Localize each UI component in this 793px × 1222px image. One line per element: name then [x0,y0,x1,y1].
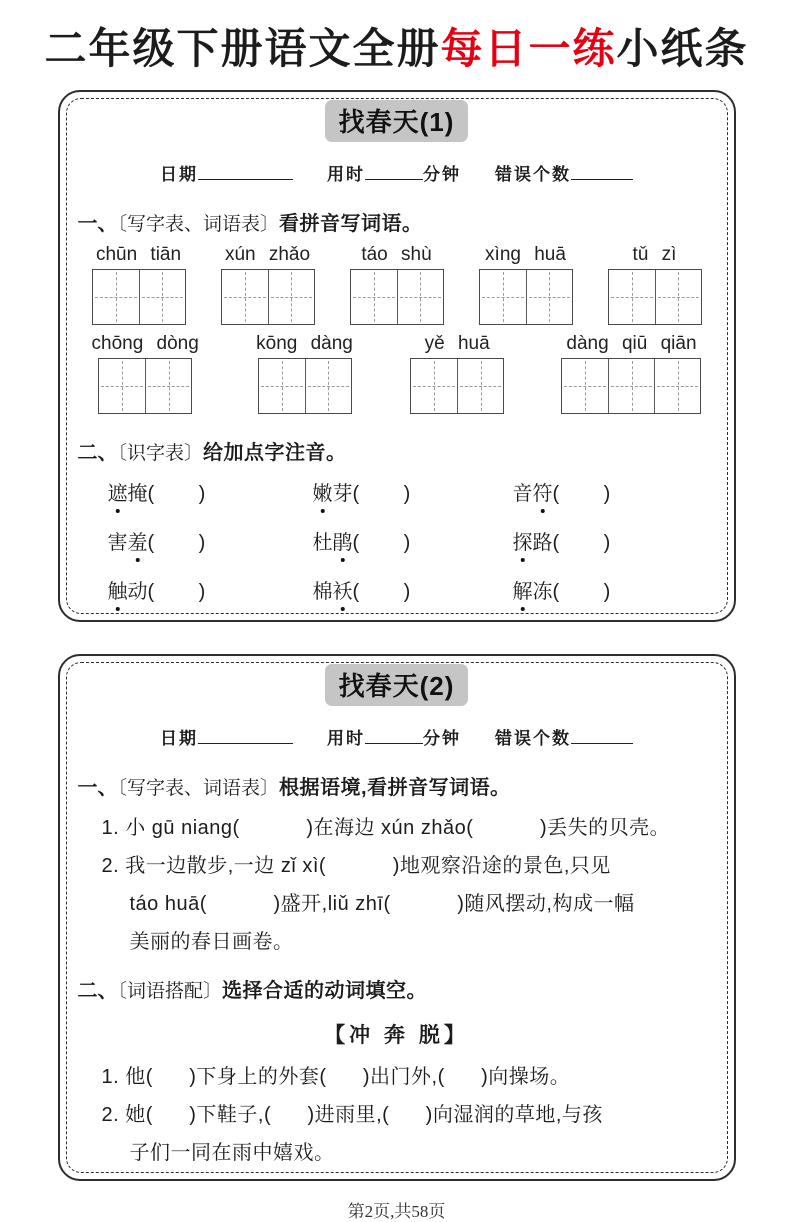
zhuyin-item [108,575,313,604]
pinyin-label: tǔ zì [632,244,677,265]
writing-cell [259,359,305,413]
date-label: 日期 [160,729,198,748]
minutes-label: 分钟 [423,165,461,184]
dotted-character: 羞 [128,526,148,555]
date-blank [198,175,293,180]
zhuyin-word [513,581,553,603]
pinyin-label: táo shù [361,244,432,265]
answer-blank: ( ) [552,532,611,554]
exercise-line: 子们一同在雨中嬉戏。 [129,1142,335,1164]
character: 害 [107,532,128,554]
time-label: 用时 [327,729,365,748]
answer-blank: ( ) [147,581,206,603]
time-blank [365,175,423,180]
zhuyin-word [313,483,353,505]
exercise-line: 2. 我一边散步,一边 zǐ xì( )地观察沿途的景色,只见 [101,855,611,877]
exercise-line: 1. 他( )下身上的外套( )出门外,( )向操场。 [101,1066,571,1088]
worksheet-card-1 [58,90,736,622]
writing-grid [92,269,186,325]
zhuyin-word [313,581,353,603]
character: 冻 [532,581,553,603]
lesson-badge: 找春天(1) [325,100,469,142]
minutes-label: 分钟 [423,729,461,748]
page-title-part1: 二年级下册语文全册 [44,24,441,73]
context-pinyin-exercise [78,818,716,952]
verb-fill-exercise [78,1067,716,1163]
section-2-heading [78,436,716,465]
errors-field [495,724,633,749]
lesson-badge: 找春天(2) [325,664,469,706]
pinyin-word-group [479,244,573,325]
writing-cell [222,270,268,324]
page-title-part3: 小纸条 [616,24,749,73]
section-tag: 〔写字表、词语表〕 [117,778,280,799]
meta-row [78,160,716,185]
writing-cell [608,359,654,413]
writing-grid [350,269,444,325]
dotted-character: 解 [513,575,533,604]
answer-blank: ( ) [352,483,411,505]
answer-blank: ( ) [147,532,206,554]
writing-cell [305,359,351,413]
pinyin-grid-row-1 [92,244,702,325]
date-blank [198,739,293,744]
pinyin-label: xún zhǎo [224,244,311,265]
pinyin-label: yě huā [424,333,490,354]
time-label: 用时 [327,165,365,184]
writing-grid [410,358,504,414]
writing-grid [221,269,315,325]
character: 芽 [332,483,353,505]
exercise-line: táo huā( )盛开,liǔ zhī( )随风摆动,构成一幅 [129,893,635,915]
pinyin-grid-row-2 [92,333,702,414]
writing-cell [457,359,503,413]
pinyin-word-group [221,244,315,325]
exercise-line: 2. 她( )下鞋子,( )进雨里,( )向湿润的草地,与孩 [101,1104,603,1126]
zhuyin-item [108,526,313,555]
section-2-heading [78,974,716,1003]
writing-cell [654,359,700,413]
date-label: 日期 [160,165,198,184]
writing-grid [98,358,192,414]
dotted-character: 探 [513,526,533,555]
date-field [160,724,293,749]
zhuyin-item [313,526,513,555]
zhuyin-word [513,532,553,554]
dotted-character: 袄 [333,575,353,604]
section-number: 二、 [77,980,118,1002]
section-tag: 〔写字表、词语表〕 [117,214,280,235]
time-field [327,724,461,749]
page-title [0,16,793,76]
pinyin-label: chōng dòng [91,333,199,354]
pinyin-word-group [92,333,199,414]
answer-blank: ( ) [147,483,206,505]
zhuyin-word [108,581,148,603]
page-title-red: 每日一练 [440,24,617,73]
character: 棉 [312,581,333,603]
errors-blank [571,175,633,180]
time-field [327,160,461,185]
zhuyin-item [313,477,513,506]
pinyin-word-group [608,244,702,325]
writing-cell [480,270,526,324]
dotted-character: 符 [533,477,553,506]
pinyin-word-group [256,333,353,414]
section-title: 选择合适的动词填空。 [222,980,428,1002]
zhuyin-word [513,483,553,505]
zhuyin-word [313,532,353,554]
writing-cell [411,359,457,413]
writing-grid [258,358,352,414]
character: 杜 [312,532,333,554]
writing-cell [268,270,314,324]
pinyin-word-group [410,333,504,414]
character: 掩 [127,483,148,505]
zhuyin-word [108,532,148,554]
character: 路 [532,532,553,554]
page-number: 第2页,共58页 [347,1202,446,1221]
writing-cell [99,359,145,413]
writing-grid [561,358,701,414]
writing-cell [145,359,191,413]
section-1-heading [78,771,716,800]
zhuyin-item [108,477,313,506]
errors-blank [571,739,633,744]
pinyin-word-group [92,244,186,325]
writing-cell [609,270,655,324]
writing-cell [526,270,572,324]
pinyin-word-group [561,333,701,414]
writing-cell [139,270,185,324]
writing-cell [93,270,139,324]
exercise-line: 美丽的春日画卷。 [129,931,294,953]
pinyin-label: kōng dàng [256,333,353,354]
section-1-heading [78,207,716,236]
zhuyin-item [313,575,513,604]
answer-blank: ( ) [552,581,611,603]
meta-row [78,724,716,749]
pinyin-label: xìng huā [485,244,566,265]
verb-word-bank: 【冲 奔 脱】 [324,1024,469,1047]
character: 动 [127,581,148,603]
section-tag: 〔识字表〕 [117,443,204,464]
dotted-character: 嫩 [313,477,333,506]
writing-grid [479,269,573,325]
section-title: 看拼音写词语。 [279,213,423,235]
writing-cell [397,270,443,324]
errors-label: 错误个数 [495,729,571,748]
date-field [160,160,293,185]
dotted-character: 鹃 [333,526,353,555]
time-blank [365,739,423,744]
writing-cell [655,270,701,324]
writing-cell [351,270,397,324]
zhuyin-item [513,526,713,555]
zhuyin-items-grid [108,477,716,604]
zhuyin-item [513,575,713,604]
section-tag: 〔词语搭配〕 [117,981,223,1002]
pinyin-label: dàng qiū qiān [566,333,697,354]
pinyin-label: chūn tiān [95,244,182,265]
worksheet-card-2 [58,654,736,1181]
character: 音 [512,483,533,505]
errors-field [495,160,633,185]
section-number: 一、 [77,777,118,799]
zhuyin-item [513,477,713,506]
section-number: 一、 [77,213,118,235]
errors-label: 错误个数 [495,165,571,184]
exercise-line: 1. 小 gū niang( )在海边 xún zhǎo( )丢失的贝壳。 [101,817,671,839]
writing-cell [562,359,608,413]
section-number: 二、 [77,442,118,464]
answer-blank: ( ) [352,581,411,603]
answer-blank: ( ) [352,532,411,554]
writing-grid [608,269,702,325]
section-title: 给加点字注音。 [203,442,347,464]
answer-blank: ( ) [552,483,611,505]
dotted-character: 触 [108,575,128,604]
section-title: 根据语境,看拼音写词语。 [279,777,511,799]
pinyin-word-group [350,244,444,325]
zhuyin-word [108,483,148,505]
dotted-character: 遮 [108,477,128,506]
